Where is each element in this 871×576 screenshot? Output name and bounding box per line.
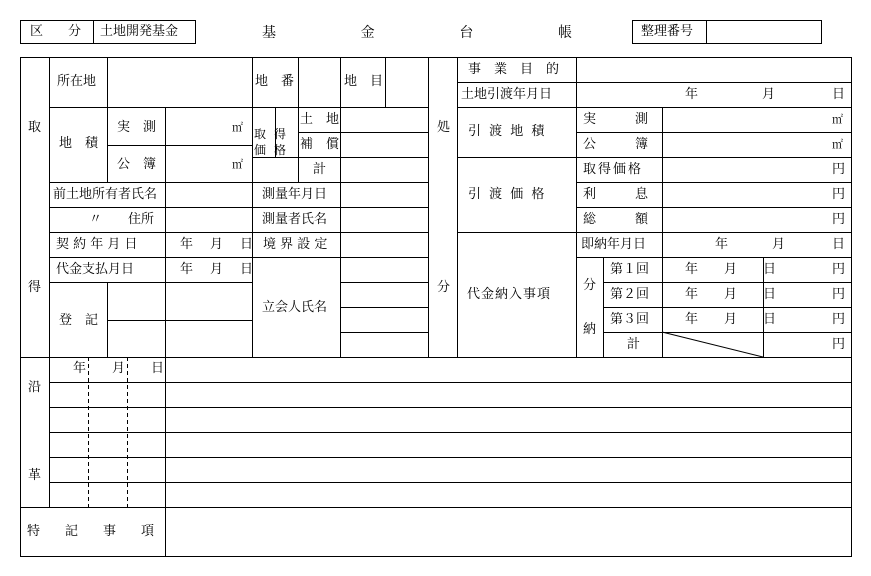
history-month-header: 月	[112, 361, 126, 376]
interest-yen: 円	[832, 187, 846, 202]
installment-3-label: 第３回	[610, 312, 650, 327]
compensation-label: 補 償	[300, 137, 340, 152]
koubo-label: 公 簿	[117, 157, 157, 172]
lump-date-label: 即納年月日	[581, 237, 647, 252]
chimoku-field[interactable]	[386, 58, 428, 107]
installment-label-top: 分	[583, 278, 597, 293]
notes-field[interactable]	[166, 508, 851, 556]
chimoku-label: 地 目	[344, 74, 384, 89]
history-year-header: 年	[73, 361, 87, 376]
land-label: 土 地	[300, 112, 340, 127]
purpose-label: 事 業 目 的	[468, 62, 560, 77]
transfer-koubo-unit: ㎡	[832, 138, 843, 151]
price-label-1: 取 得	[254, 127, 285, 141]
transfer-date-day: 日	[832, 87, 846, 102]
title-char-2: 金	[360, 25, 375, 41]
lump-date-year: 年	[715, 237, 729, 252]
installment-3-date[interactable]: 年 月 日	[685, 312, 777, 327]
installment-2-date[interactable]: 年 月 日	[685, 287, 777, 302]
transfer-area-label: 引 渡 地 積	[468, 124, 547, 139]
chiban-label: 地 番	[255, 74, 295, 89]
koubo-unit: ㎡	[232, 158, 243, 171]
installment-1-label: 第１回	[610, 262, 650, 277]
witness-label: 立会人氏名	[262, 300, 328, 315]
transfer-jissoku-label: 実 測	[583, 112, 649, 127]
purpose-field[interactable]	[577, 58, 851, 82]
acquisition-section-label-top: 取	[28, 120, 42, 135]
kubun-value: 土地開発基金	[100, 24, 179, 39]
survey-date-label: 測量年月日	[262, 187, 328, 202]
price-total-label: 計	[313, 162, 327, 177]
location-field[interactable]	[108, 58, 252, 107]
title-char-4: 帳	[557, 25, 572, 41]
payment-date-label: 代金支払月日	[56, 262, 135, 277]
installment-3-yen: 円	[832, 312, 846, 327]
acq-price-yen: 円	[832, 162, 846, 177]
title-char-3: 台	[459, 25, 474, 41]
installment-label-bottom: 納	[583, 322, 597, 337]
installment-2-label: 第２回	[610, 287, 650, 302]
acq-price-label: 取得価格	[583, 162, 644, 177]
transfer-date-month: 月	[762, 87, 776, 102]
history-label-top: 沿	[28, 380, 42, 395]
price-label-2: 価 格	[254, 143, 285, 157]
total-amount-yen: 円	[832, 212, 846, 227]
title-char-1: 基	[262, 25, 276, 41]
seiri-label: 整理番号	[641, 24, 694, 39]
kubun-label: 区 分	[30, 24, 88, 39]
history-label-bottom: 革	[28, 468, 42, 483]
prev-owner-name-label: 前土地所有者氏名	[53, 187, 158, 202]
jissoku-unit: ㎡	[232, 121, 243, 134]
installment-2-yen: 円	[832, 287, 846, 302]
history-day-header: 日	[151, 361, 165, 376]
transfer-date-year: 年	[685, 87, 699, 102]
chiban-field[interactable]	[299, 58, 340, 107]
contract-date-label: 契 約 年 月 日	[56, 237, 138, 252]
lump-date-month: 月	[772, 237, 786, 252]
transfer-price-label: 引 渡 価 格	[468, 187, 547, 202]
installment-1-yen: 円	[832, 262, 846, 277]
transfer-jissoku-unit: ㎡	[832, 113, 843, 126]
registration-label: 登 記	[59, 313, 99, 328]
payment-date-value[interactable]: 年 月 日	[180, 262, 256, 277]
prev-owner-address-label: 〃 住所	[89, 212, 155, 227]
location-label: 所在地	[57, 74, 97, 89]
payment-label: 代金納入事項	[467, 287, 552, 302]
installment-total-yen: 円	[832, 337, 846, 352]
transfer-koubo-label: 公 簿	[583, 137, 649, 152]
contract-date-value[interactable]: 年 月 日	[180, 237, 256, 252]
disposal-section-label-top: 処	[437, 120, 451, 135]
boundary-label: 境 界 設 定	[263, 237, 328, 252]
installment-1-date[interactable]: 年 月 日	[685, 262, 777, 277]
interest-label: 利 息	[583, 187, 649, 202]
lump-date-day: 日	[832, 237, 846, 252]
installment-total-label: 計	[627, 337, 641, 352]
surveyor-label: 測量者氏名	[262, 212, 328, 227]
area-label: 地 積	[59, 136, 99, 151]
disposal-section-label-bottom: 分	[437, 280, 451, 295]
transfer-date-label: 土地引渡年月日	[461, 87, 553, 102]
acquisition-section-label-bottom: 得	[28, 280, 42, 295]
jissoku-label: 実 測	[117, 120, 157, 135]
notes-label: 特 記 事 項	[27, 524, 161, 539]
total-amount-label: 総 額	[583, 212, 649, 227]
